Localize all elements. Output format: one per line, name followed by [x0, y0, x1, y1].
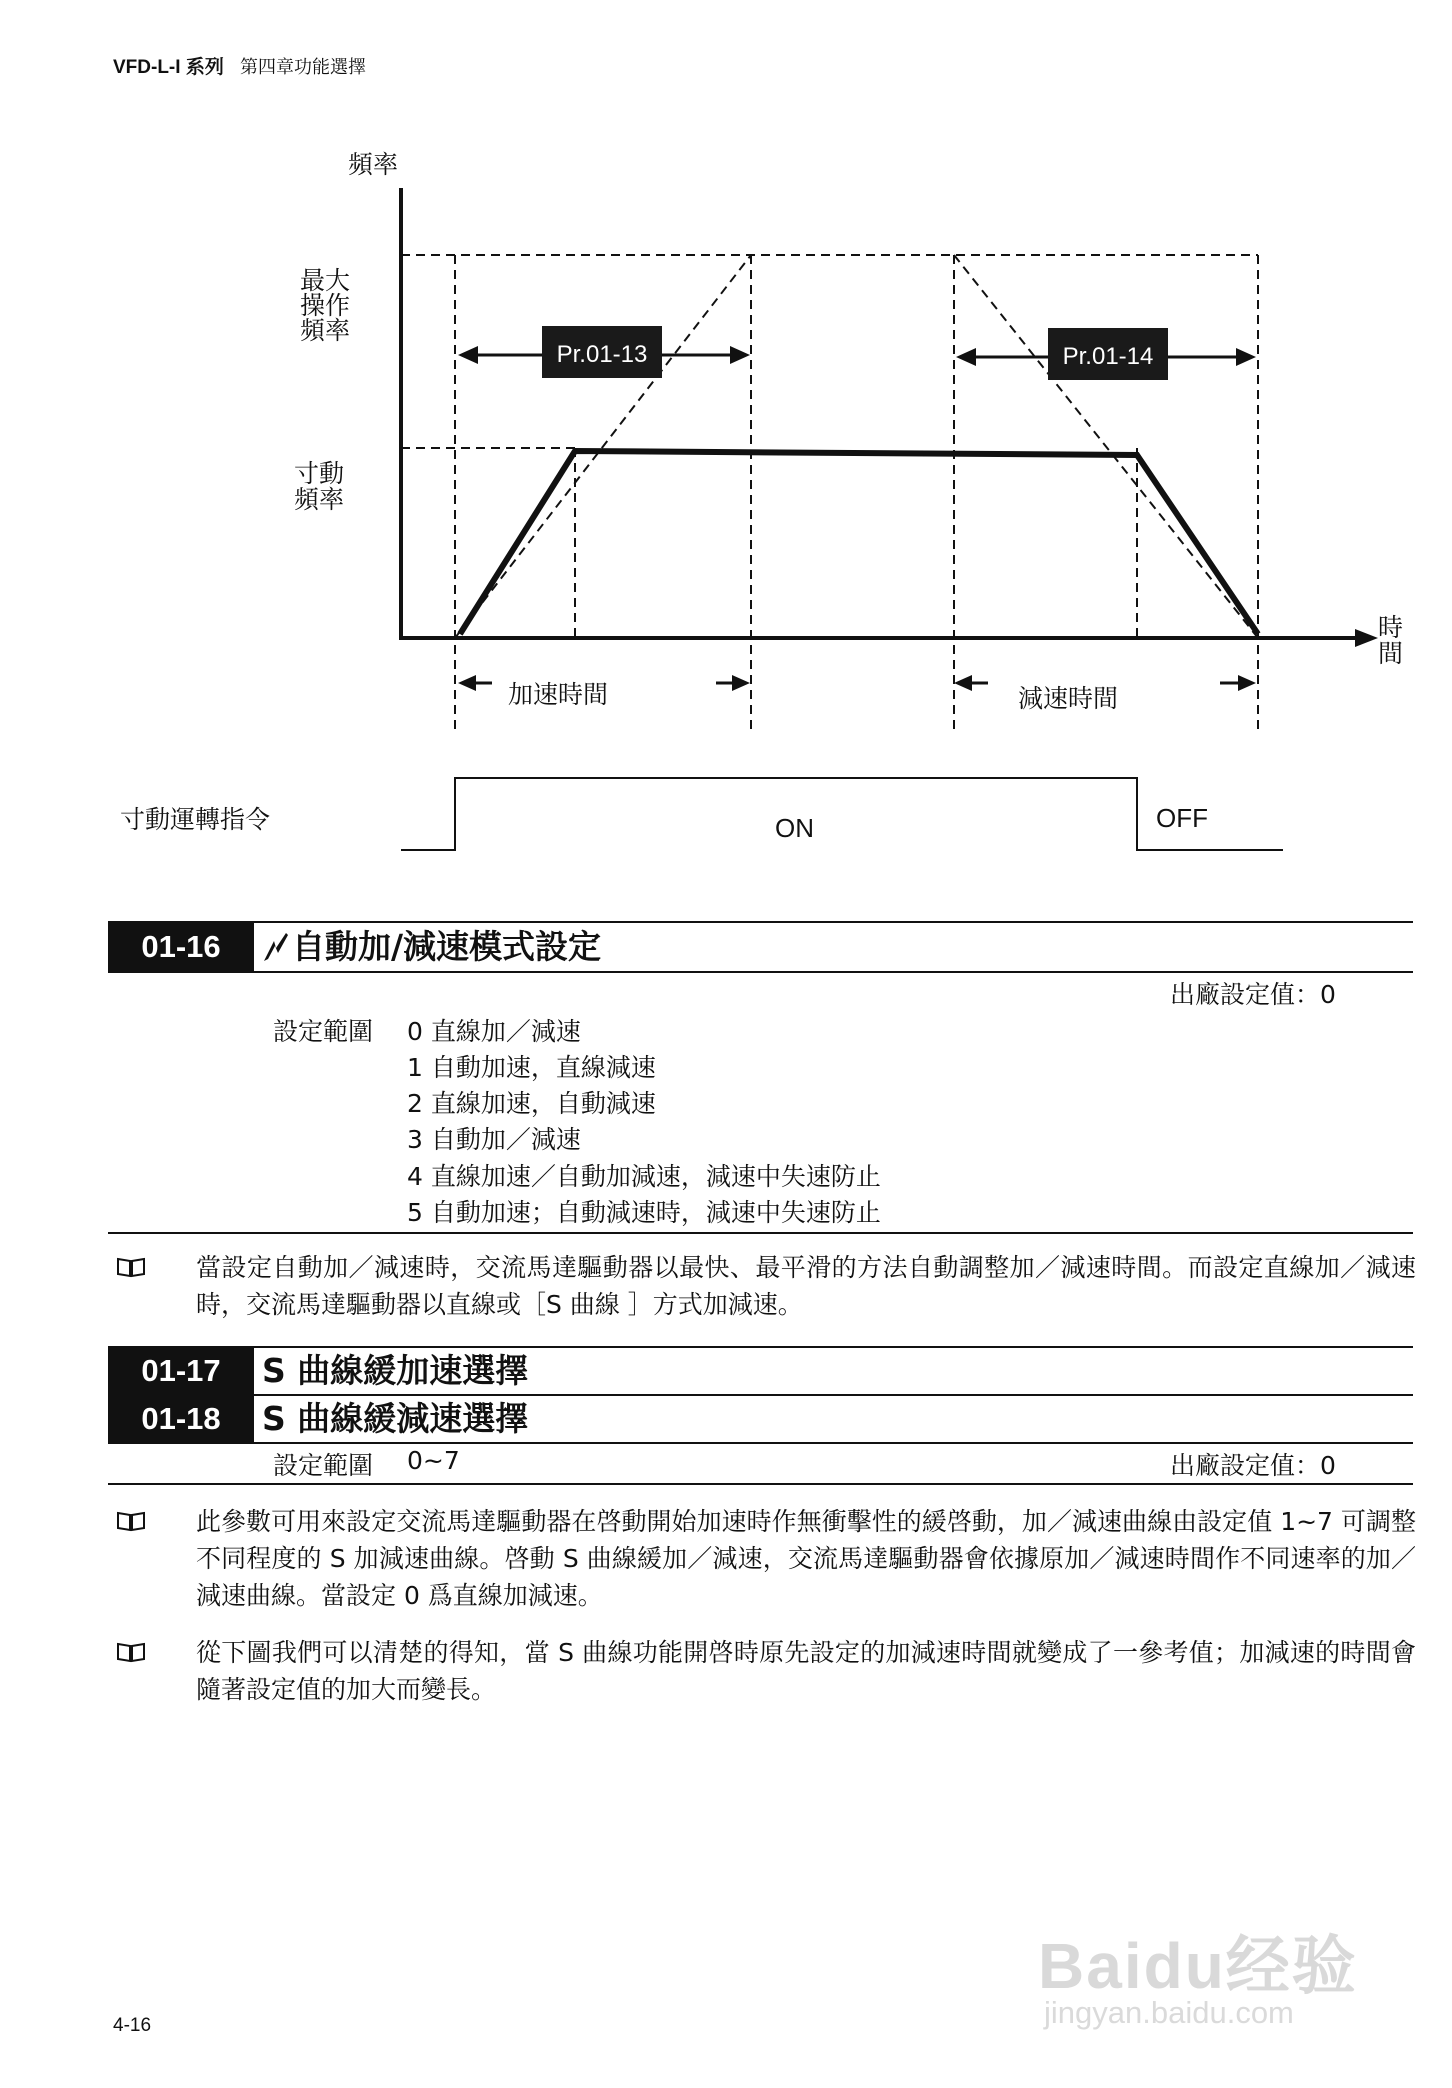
jog-timing-diagram — [0, 0, 1452, 900]
x-axis-arrow — [1355, 629, 1378, 647]
book-icon — [116, 1641, 146, 1663]
max-freq-label-3: 頻率 — [300, 316, 351, 345]
option-4: 4 直線加速／自動加減速，減速中失速防止 — [407, 1162, 881, 1191]
frequency-curve — [460, 451, 1258, 634]
note-s-curve-1: 此參數可用來設定交流馬達驅動器在啓動開始加速時作無衝擊性的緩啓動，加／減速曲線由設定值 1~7 可調整不同程度的 S 加減速曲線。啓動 S 曲線緩加／減速，交流馬達驅動器會依據原加／減速時間作不同速率的加／減速曲線。當設定 0 爲直線加減速。 — [196, 1507, 1416, 1610]
book-icon — [116, 1256, 146, 1278]
param-code: 01-16 — [108, 923, 254, 971]
param-01-16-header — [108, 923, 1413, 971]
option-2: 2 直線加速，自動減速 — [407, 1089, 656, 1118]
y-axis-label: 頻率 — [348, 150, 399, 179]
decel-time-label: 減速時間 — [1018, 684, 1119, 713]
jog-freq-label-2: 頻率 — [294, 485, 345, 514]
x-axis-label-1: 時 — [1378, 613, 1404, 642]
max-freq-label-2: 操作 — [300, 291, 351, 320]
rule-bottom-01-18 — [108, 1442, 1413, 1444]
max-freq-label-1: 最大 — [300, 266, 351, 295]
param-code: 01-17 — [108, 1348, 254, 1394]
rule-end-01-18 — [108, 1483, 1413, 1485]
jog-command-signal — [401, 778, 1283, 850]
watermark-brand: Baidu经验 — [1038, 1930, 1358, 2002]
param-title: 自動加/減速模式設定 — [262, 923, 601, 971]
jog-freq-label-1: 寸動 — [294, 459, 345, 488]
book-icon — [116, 1510, 146, 1532]
range-value-01-18: 0~7 — [407, 1446, 460, 1475]
accel-time-label: 加速時間 — [508, 680, 609, 709]
option-1: 1 自動加速，直線減速 — [407, 1053, 656, 1082]
watermark-url: jingyan.baidu.com — [1044, 1995, 1294, 2030]
factory-default-01-18: 出廠設定值：0 — [1170, 1451, 1336, 1480]
chapter-title: 第四章功能選擇 — [240, 57, 366, 78]
param-title: S 曲線緩減速選擇 — [262, 1399, 529, 1438]
option-5: 5 自動加速；自動減速時，減速中失速防止 — [407, 1198, 881, 1227]
param-title: S 曲線緩加速選擇 — [262, 1351, 529, 1390]
guide-lines — [401, 255, 1258, 735]
lightning-icon — [262, 931, 290, 961]
manual-model: VFD-L-I 系列 — [113, 57, 224, 78]
option-0: 0 直線加／減速 — [407, 1017, 581, 1046]
factory-default-01-16: 出廠設定值：0 — [1170, 980, 1336, 1009]
setting-range-label-01-18: 設定範圍 — [273, 1451, 374, 1480]
note-auto-accel: 當設定自動加／減速時，交流馬達驅動器以最快、最平滑的方法自動調整加／減速時間。而設定直線加／減速時，交流馬達驅動器以直線或［S 曲線 ］方式加減速。 — [196, 1253, 1416, 1319]
signal-off-label: OFF — [1156, 803, 1208, 833]
signal-on-label: ON — [775, 813, 814, 843]
param-01-18-header — [108, 1396, 1413, 1442]
page-number: 4-16 — [113, 2015, 152, 2036]
param-code: 01-18 — [108, 1396, 254, 1442]
rule-end-01-16 — [108, 1232, 1413, 1234]
pr-01-14-label: Pr.01-14 — [1062, 343, 1154, 370]
pr-01-13-label: Pr.01-13 — [556, 341, 648, 368]
option-3: 3 自動加／減速 — [407, 1125, 581, 1154]
rule-bottom-01-16 — [108, 971, 1413, 973]
setting-range-label: 設定範圍 — [273, 1017, 374, 1046]
x-axis-label-2: 間 — [1378, 639, 1404, 668]
note-s-curve-2: 從下圖我們可以清楚的得知，當 S 曲線功能開啓時原先設定的加減速時間就變成了一參考值；加減速的時間會隨著設定值的加大而變長。 — [196, 1638, 1416, 1704]
jog-command-label: 寸動運轉指令 — [120, 805, 271, 834]
param-01-17-header — [108, 1348, 1413, 1394]
